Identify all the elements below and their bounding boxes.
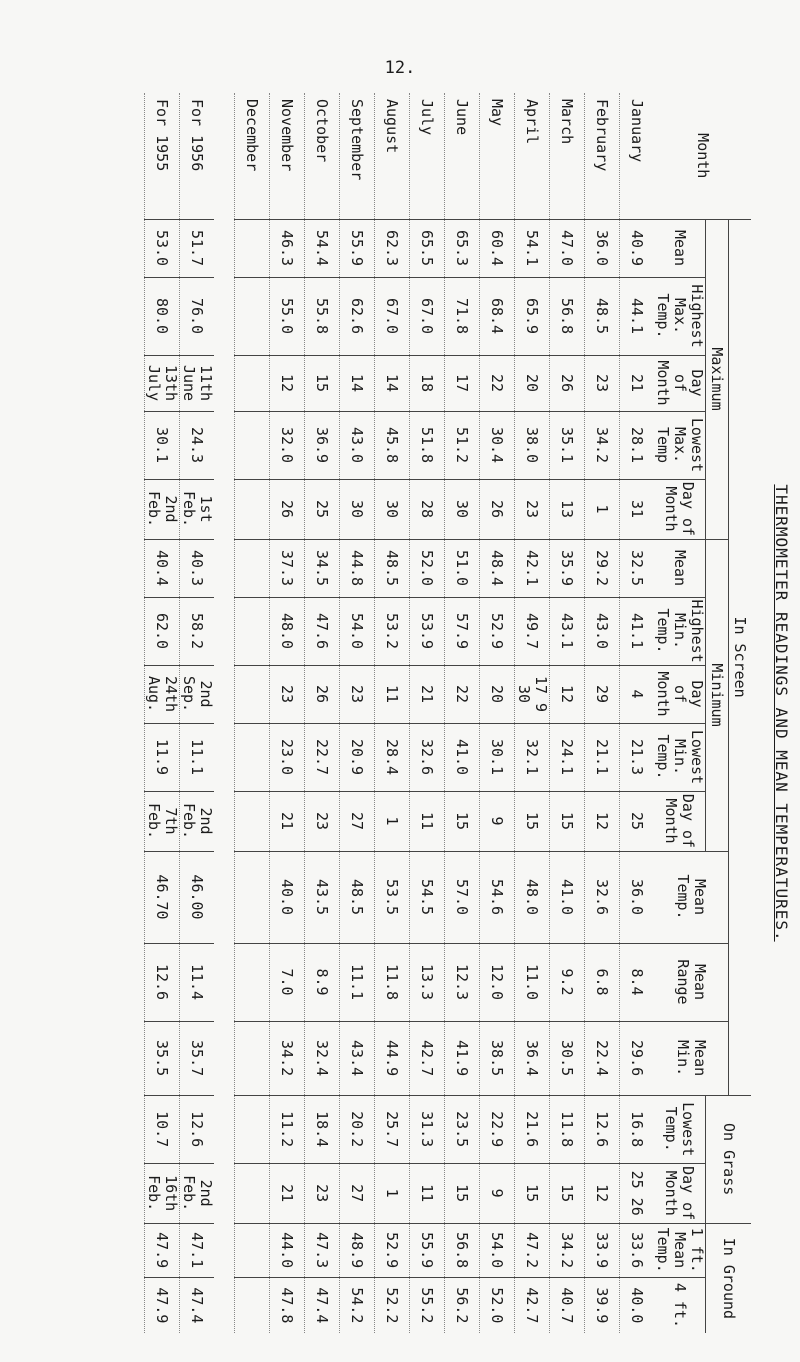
table-cell: 33.6 bbox=[620, 1223, 655, 1277]
table-cell: 54.2 bbox=[340, 1277, 375, 1333]
table-cell: 42.7 bbox=[410, 1021, 445, 1095]
table-cell: 40.7 bbox=[550, 1277, 585, 1333]
table-cell: 39.9 bbox=[585, 1277, 620, 1333]
table-cell: 23 bbox=[585, 355, 620, 411]
table-cell: 21.6 bbox=[515, 1095, 550, 1163]
table-cell: 23.0 bbox=[270, 723, 305, 791]
table-cell: 29.2 bbox=[585, 539, 620, 597]
table-cell: 32.4 bbox=[305, 1021, 340, 1095]
table-cell: 55.9 bbox=[340, 219, 375, 277]
table-cell: 18 bbox=[410, 355, 445, 411]
table-cell: 56.8 bbox=[550, 277, 585, 355]
table-cell: 42.1 bbox=[515, 539, 550, 597]
table-cell: 22 bbox=[445, 665, 480, 723]
table-cell: 49.7 bbox=[515, 597, 550, 665]
table-cell: 15 bbox=[550, 791, 585, 851]
table-cell: 6.8 bbox=[585, 943, 620, 1021]
year-summary-row bbox=[145, 93, 180, 1333]
table-cell: 26 bbox=[270, 479, 305, 539]
maximum-section: Maximum bbox=[708, 347, 727, 411]
table-cell: 46.00 bbox=[180, 851, 215, 943]
table-row bbox=[620, 93, 655, 1333]
table-cell bbox=[235, 597, 270, 665]
table-cell: 54.6 bbox=[480, 851, 515, 943]
table-cell: 12.3 bbox=[445, 943, 480, 1021]
table-cell: 33.9 bbox=[585, 1223, 620, 1277]
page-number: 12. bbox=[384, 58, 416, 78]
table-cell: 34.2 bbox=[550, 1223, 585, 1277]
table-cell: 12.6 bbox=[145, 943, 180, 1021]
table-cell: 11 bbox=[410, 1163, 445, 1223]
table-cell: 57.0 bbox=[445, 851, 480, 943]
row-label: May bbox=[480, 93, 515, 219]
row-label: February bbox=[585, 93, 620, 219]
table-cell: 28 bbox=[410, 479, 445, 539]
table-cell: 1 bbox=[375, 791, 410, 851]
table-cell: 40.4 bbox=[145, 539, 180, 597]
table-cell: 11.1 bbox=[180, 723, 215, 791]
table-cell: 9 bbox=[480, 1163, 515, 1223]
table-cell: 30.4 bbox=[480, 411, 515, 479]
table-cell: 13 bbox=[550, 479, 585, 539]
grass-day-header: Day of Month bbox=[662, 1166, 698, 1221]
table-cell: 48.5 bbox=[340, 851, 375, 943]
table-cell: 18.4 bbox=[305, 1095, 340, 1163]
table-cell: 7.0 bbox=[270, 943, 305, 1021]
table-cell: 26 bbox=[480, 479, 515, 539]
table-cell: 22.7 bbox=[305, 723, 340, 791]
table-cell: 57.9 bbox=[445, 597, 480, 665]
table-cell: 46.3 bbox=[270, 219, 305, 277]
table-cell: 15 bbox=[305, 355, 340, 411]
day-lmin-header: Day of Month bbox=[662, 793, 698, 849]
table-cell: 68.4 bbox=[480, 277, 515, 355]
table-cell: 11.8 bbox=[550, 1095, 585, 1163]
row-label: March bbox=[550, 93, 585, 219]
row-label: October bbox=[305, 93, 340, 219]
table-cell: 51.2 bbox=[445, 411, 480, 479]
ground-mean-temp-label: Mean Temp. bbox=[654, 1227, 689, 1273]
table-cell: 34.2 bbox=[585, 411, 620, 479]
table-cell: 53.9 bbox=[410, 597, 445, 665]
row-label: November bbox=[270, 93, 305, 219]
table-cell: 28.1 bbox=[620, 411, 655, 479]
table-title: THERMOMETER READINGS AND MEAN TEMPERATURES. bbox=[772, 484, 791, 942]
table-cell: 9.2 bbox=[550, 943, 585, 1021]
table-cell: 11 bbox=[410, 791, 445, 851]
ground-4ft-header: 4 ft. bbox=[671, 1282, 689, 1328]
table-cell: 51.8 bbox=[410, 411, 445, 479]
table-cell: 32.6 bbox=[410, 723, 445, 791]
table-cell: 12.6 bbox=[585, 1095, 620, 1163]
table-cell: 62.0 bbox=[145, 597, 180, 665]
table-cell: 51.0 bbox=[445, 539, 480, 597]
on-grass-section: On Grass bbox=[720, 1123, 738, 1196]
table-cell: 34.2 bbox=[270, 1021, 305, 1095]
table-cell: 2nd Feb. bbox=[145, 479, 180, 539]
table-row bbox=[480, 93, 515, 1333]
table-cell: 40.0 bbox=[270, 851, 305, 943]
table-cell bbox=[235, 479, 270, 539]
day-lmax-header: Day of Month bbox=[662, 481, 698, 537]
table-cell: 54.0 bbox=[340, 597, 375, 665]
table-cell: 27 bbox=[340, 1163, 375, 1223]
table-cell: 15 bbox=[550, 1163, 585, 1223]
year-rows bbox=[145, 93, 215, 1333]
table-cell: 20.2 bbox=[340, 1095, 375, 1163]
table-cell: 54.4 bbox=[305, 219, 340, 277]
table-cell: 12 bbox=[270, 355, 305, 411]
table-cell: 11.1 bbox=[340, 943, 375, 1021]
row-label: For 1955 bbox=[145, 93, 180, 219]
table-cell: 65.5 bbox=[410, 219, 445, 277]
table-cell: 13th July bbox=[145, 355, 180, 411]
table-cell: 26 bbox=[550, 355, 585, 411]
table-cell: 20 bbox=[515, 355, 550, 411]
table-cell: 41.9 bbox=[445, 1021, 480, 1095]
row-label: July bbox=[410, 93, 445, 219]
table-cell: 24.3 bbox=[180, 411, 215, 479]
table-row bbox=[340, 93, 375, 1333]
table-cell: 53.5 bbox=[375, 851, 410, 943]
table-cell: 43.0 bbox=[340, 411, 375, 479]
table-cell: 35.7 bbox=[180, 1021, 215, 1095]
table-cell: 31.3 bbox=[410, 1095, 445, 1163]
table-cell: 16th Feb. bbox=[145, 1163, 180, 1223]
table-cell: 55.9 bbox=[410, 1223, 445, 1277]
table-cell: 30 bbox=[340, 479, 375, 539]
table-cell: 15 bbox=[445, 1163, 480, 1223]
table-cell: 76.0 bbox=[180, 277, 215, 355]
table-row bbox=[270, 93, 305, 1333]
table-cell: 47.9 bbox=[145, 1277, 180, 1333]
table-cell: 36.4 bbox=[515, 1021, 550, 1095]
row-label: January bbox=[620, 93, 655, 219]
in-ground-section: In Ground bbox=[720, 1237, 738, 1320]
table-cell: 22.4 bbox=[585, 1021, 620, 1095]
table-cell: 11.4 bbox=[180, 943, 215, 1021]
table-cell: 37.3 bbox=[270, 539, 305, 597]
table-cell: 28.4 bbox=[375, 723, 410, 791]
table-cell: 7th Feb. bbox=[145, 791, 180, 851]
table-cell bbox=[235, 723, 270, 791]
table-cell: 25 bbox=[305, 479, 340, 539]
table-cell: 43.4 bbox=[340, 1021, 375, 1095]
table-cell: 65.3 bbox=[445, 219, 480, 277]
table-cell: 12 bbox=[585, 791, 620, 851]
table-cell: 32.1 bbox=[515, 723, 550, 791]
table-cell: 26 bbox=[305, 665, 340, 723]
table-cell: 65.9 bbox=[515, 277, 550, 355]
table-cell: 71.8 bbox=[445, 277, 480, 355]
table-cell: 54.0 bbox=[480, 1223, 515, 1277]
table-cell: 32.0 bbox=[270, 411, 305, 479]
row-label: August bbox=[375, 93, 410, 219]
table-cell: 11th June bbox=[180, 355, 215, 411]
table-cell: 46.70 bbox=[145, 851, 180, 943]
table-cell: 48.5 bbox=[375, 539, 410, 597]
table-cell: 12.0 bbox=[480, 943, 515, 1021]
table-cell: 23 bbox=[270, 665, 305, 723]
table-cell: 21.3 bbox=[620, 723, 655, 791]
grass-lowest-header: Lowest Temp. bbox=[662, 1102, 698, 1157]
table-cell: 12 bbox=[550, 665, 585, 723]
table-cell: 11.8 bbox=[375, 943, 410, 1021]
table-cell: 10.7 bbox=[145, 1095, 180, 1163]
table-cell bbox=[235, 219, 270, 277]
table-cell: 23 bbox=[305, 1163, 340, 1223]
table-row bbox=[585, 93, 620, 1333]
table-cell: 11.9 bbox=[145, 723, 180, 791]
table-cell: 48.0 bbox=[515, 851, 550, 943]
table-cell: 2nd Feb. bbox=[180, 791, 215, 851]
table-cell: 36.0 bbox=[620, 851, 655, 943]
table-cell: 14 bbox=[340, 355, 375, 411]
table-cell: 21 bbox=[270, 791, 305, 851]
table-cell: 53.0 bbox=[145, 219, 180, 277]
table-cell: 47.1 bbox=[180, 1223, 215, 1277]
table-cell: 1 bbox=[375, 1163, 410, 1223]
mean-min-header: Mean bbox=[671, 549, 689, 587]
table-cell: 47.2 bbox=[515, 1223, 550, 1277]
day-hmin-header: Day of Month bbox=[654, 671, 706, 717]
table-cell: 27 bbox=[340, 791, 375, 851]
table-cell bbox=[235, 1277, 270, 1333]
month-rows bbox=[235, 93, 655, 1333]
table-cell: 47.0 bbox=[550, 219, 585, 277]
table-cell: 20 bbox=[480, 665, 515, 723]
table-cell: 22.9 bbox=[480, 1095, 515, 1163]
table-cell: 36.9 bbox=[305, 411, 340, 479]
table-cell: 47.6 bbox=[305, 597, 340, 665]
table-cell: 30 bbox=[445, 479, 480, 539]
table-row bbox=[375, 93, 410, 1333]
table-cell: 45.8 bbox=[375, 411, 410, 479]
table-cell: 35.1 bbox=[550, 411, 585, 479]
table-cell: 16.8 bbox=[620, 1095, 655, 1163]
table-cell: 40.0 bbox=[620, 1277, 655, 1333]
table-cell: 2nd Feb. bbox=[180, 1163, 215, 1223]
table-cell: 24th Aug. bbox=[145, 665, 180, 723]
table-cell: 17 9 30 bbox=[515, 665, 550, 723]
rotated-table-sheet bbox=[31, 93, 791, 1333]
table-cell bbox=[235, 943, 270, 1021]
month-header: Month bbox=[694, 133, 712, 179]
table-cell: 1st Feb. bbox=[180, 479, 215, 539]
table-cell: 35.9 bbox=[550, 539, 585, 597]
table-cell: 14 bbox=[375, 355, 410, 411]
table-cell: 29 bbox=[585, 665, 620, 723]
table-cell: 55.2 bbox=[410, 1277, 445, 1333]
table-row bbox=[410, 93, 445, 1333]
table-cell: 32.6 bbox=[585, 851, 620, 943]
table-cell: 11.0 bbox=[515, 943, 550, 1021]
table-cell bbox=[235, 665, 270, 723]
table-cell: 23 bbox=[340, 665, 375, 723]
mean-temp-header: Mean Temp. bbox=[674, 874, 709, 920]
table-cell: 43.5 bbox=[305, 851, 340, 943]
ground-1ft-header: 1 ft. bbox=[688, 1227, 706, 1273]
table-cell: 21.1 bbox=[585, 723, 620, 791]
lowest-max-header: Lowest Max. Temp bbox=[654, 417, 706, 473]
table-row bbox=[235, 93, 270, 1333]
table-cell: 80.0 bbox=[145, 277, 180, 355]
table-cell: 4 bbox=[620, 665, 655, 723]
table-cell: 41.0 bbox=[445, 723, 480, 791]
table-cell: 21 bbox=[270, 1163, 305, 1223]
table-cell: 48.4 bbox=[480, 539, 515, 597]
row-label: April bbox=[515, 93, 550, 219]
row-label: For 1956 bbox=[180, 93, 215, 219]
table-cell: 29.6 bbox=[620, 1021, 655, 1095]
table-cell: 21 bbox=[410, 665, 445, 723]
table-cell: 56.8 bbox=[445, 1223, 480, 1277]
table-cell: 52.2 bbox=[375, 1277, 410, 1333]
table-cell bbox=[235, 1223, 270, 1277]
table-cell: 44.9 bbox=[375, 1021, 410, 1095]
table-cell: 30.5 bbox=[550, 1021, 585, 1095]
table-cell: 67.0 bbox=[375, 277, 410, 355]
table-cell: 36.0 bbox=[585, 219, 620, 277]
thermometer-table bbox=[144, 93, 751, 1333]
table-cell: 56.2 bbox=[445, 1277, 480, 1333]
table-cell: 58.2 bbox=[180, 597, 215, 665]
table-cell: 54.5 bbox=[410, 851, 445, 943]
table-cell: 48.9 bbox=[340, 1223, 375, 1277]
table-cell: 31 bbox=[620, 479, 655, 539]
table-cell: 48.5 bbox=[585, 277, 620, 355]
table-cell: 47.8 bbox=[270, 1277, 305, 1333]
table-cell: 52.9 bbox=[480, 597, 515, 665]
table-cell: 15 bbox=[445, 791, 480, 851]
table-cell: 23.5 bbox=[445, 1095, 480, 1163]
row-label: June bbox=[445, 93, 480, 219]
table-cell: 60.4 bbox=[480, 219, 515, 277]
table-cell: 43.0 bbox=[585, 597, 620, 665]
table-cell bbox=[235, 791, 270, 851]
table-cell: 8.9 bbox=[305, 943, 340, 1021]
table-cell: 13.3 bbox=[410, 943, 445, 1021]
table-cell: 48.0 bbox=[270, 597, 305, 665]
table-cell: 11 bbox=[375, 665, 410, 723]
table-cell: 47.9 bbox=[145, 1223, 180, 1277]
table-cell: 25 26 bbox=[620, 1163, 655, 1223]
table-cell: 1 bbox=[585, 479, 620, 539]
table-cell bbox=[235, 411, 270, 479]
table-cell: 22 bbox=[480, 355, 515, 411]
highest-min-header: Highest Min. Temp. bbox=[654, 599, 706, 663]
table-cell: 38.5 bbox=[480, 1021, 515, 1095]
table-row bbox=[550, 93, 585, 1333]
table-cell: 11.2 bbox=[270, 1095, 305, 1163]
in-screen-section: In Screen bbox=[731, 616, 750, 698]
table-cell: 55.8 bbox=[305, 277, 340, 355]
table-cell: 62.3 bbox=[375, 219, 410, 277]
table-cell: 54.1 bbox=[515, 219, 550, 277]
table-cell: 42.7 bbox=[515, 1277, 550, 1333]
minimum-section: Minimum bbox=[708, 663, 727, 727]
table-cell: 15 bbox=[515, 791, 550, 851]
table-cell: 38.0 bbox=[515, 411, 550, 479]
table-cell bbox=[235, 277, 270, 355]
table-cell: 32.5 bbox=[620, 539, 655, 597]
table-cell: 41.0 bbox=[550, 851, 585, 943]
mean-range-header: Mean Range bbox=[674, 959, 709, 1005]
table-cell: 23 bbox=[305, 791, 340, 851]
table-cell: 30.1 bbox=[145, 411, 180, 479]
table-row bbox=[305, 93, 340, 1333]
table-cell: 62.6 bbox=[340, 277, 375, 355]
table-cell: 55.0 bbox=[270, 277, 305, 355]
table-cell: 2nd Sep. bbox=[180, 665, 215, 723]
mean-max-header: Mean bbox=[671, 229, 689, 267]
table-cell bbox=[235, 1021, 270, 1095]
table-cell: 35.5 bbox=[145, 1021, 180, 1095]
highest-max-header: Highest Max. Temp. bbox=[654, 284, 706, 348]
table-cell: 47.3 bbox=[305, 1223, 340, 1277]
table-cell: 15 bbox=[515, 1163, 550, 1223]
day-hmax-header: Day of Month bbox=[654, 360, 706, 406]
table-row bbox=[515, 93, 550, 1333]
table-cell: 44.1 bbox=[620, 277, 655, 355]
table-cell: 25 bbox=[620, 791, 655, 851]
year-summary-row bbox=[180, 93, 215, 1333]
table-cell: 30 bbox=[375, 479, 410, 539]
row-label: September bbox=[340, 93, 375, 219]
table-cell: 44.0 bbox=[270, 1223, 305, 1277]
table-cell bbox=[235, 1163, 270, 1223]
table-cell: 40.3 bbox=[180, 539, 215, 597]
table-cell: 47.4 bbox=[180, 1277, 215, 1333]
table-cell: 17 bbox=[445, 355, 480, 411]
table-cell: 24.1 bbox=[550, 723, 585, 791]
table-cell: 51.7 bbox=[180, 219, 215, 277]
table-cell: 8.4 bbox=[620, 943, 655, 1021]
table-cell: 9 bbox=[480, 791, 515, 851]
table-cell: 52.0 bbox=[410, 539, 445, 597]
table-cell: 52.9 bbox=[375, 1223, 410, 1277]
table-cell: 67.0 bbox=[410, 277, 445, 355]
table-cell: 52.0 bbox=[480, 1277, 515, 1333]
table-cell: 23 bbox=[515, 479, 550, 539]
table-cell: 47.4 bbox=[305, 1277, 340, 1333]
table-cell: 53.2 bbox=[375, 597, 410, 665]
table-cell bbox=[235, 355, 270, 411]
table-cell bbox=[235, 851, 270, 943]
row-label: December bbox=[235, 93, 270, 219]
table-cell: 30.1 bbox=[480, 723, 515, 791]
table-cell: 40.9 bbox=[620, 219, 655, 277]
table-row bbox=[445, 93, 480, 1333]
table-cell: 41.1 bbox=[620, 597, 655, 665]
table-cell: 44.8 bbox=[340, 539, 375, 597]
table-cell: 25.7 bbox=[375, 1095, 410, 1163]
table-cell: 34.5 bbox=[305, 539, 340, 597]
table-cell: 43.1 bbox=[550, 597, 585, 665]
grass-mean-min-header: Mean Min. bbox=[674, 1040, 709, 1077]
table-cell: 12 bbox=[585, 1163, 620, 1223]
table-cell bbox=[235, 539, 270, 597]
table-cell bbox=[235, 1095, 270, 1163]
table-cell: 21 bbox=[620, 355, 655, 411]
table-cell: 20.9 bbox=[340, 723, 375, 791]
lowest-min-header: Lowest Min. Temp. bbox=[654, 729, 706, 785]
table-cell: 12.6 bbox=[180, 1095, 215, 1163]
